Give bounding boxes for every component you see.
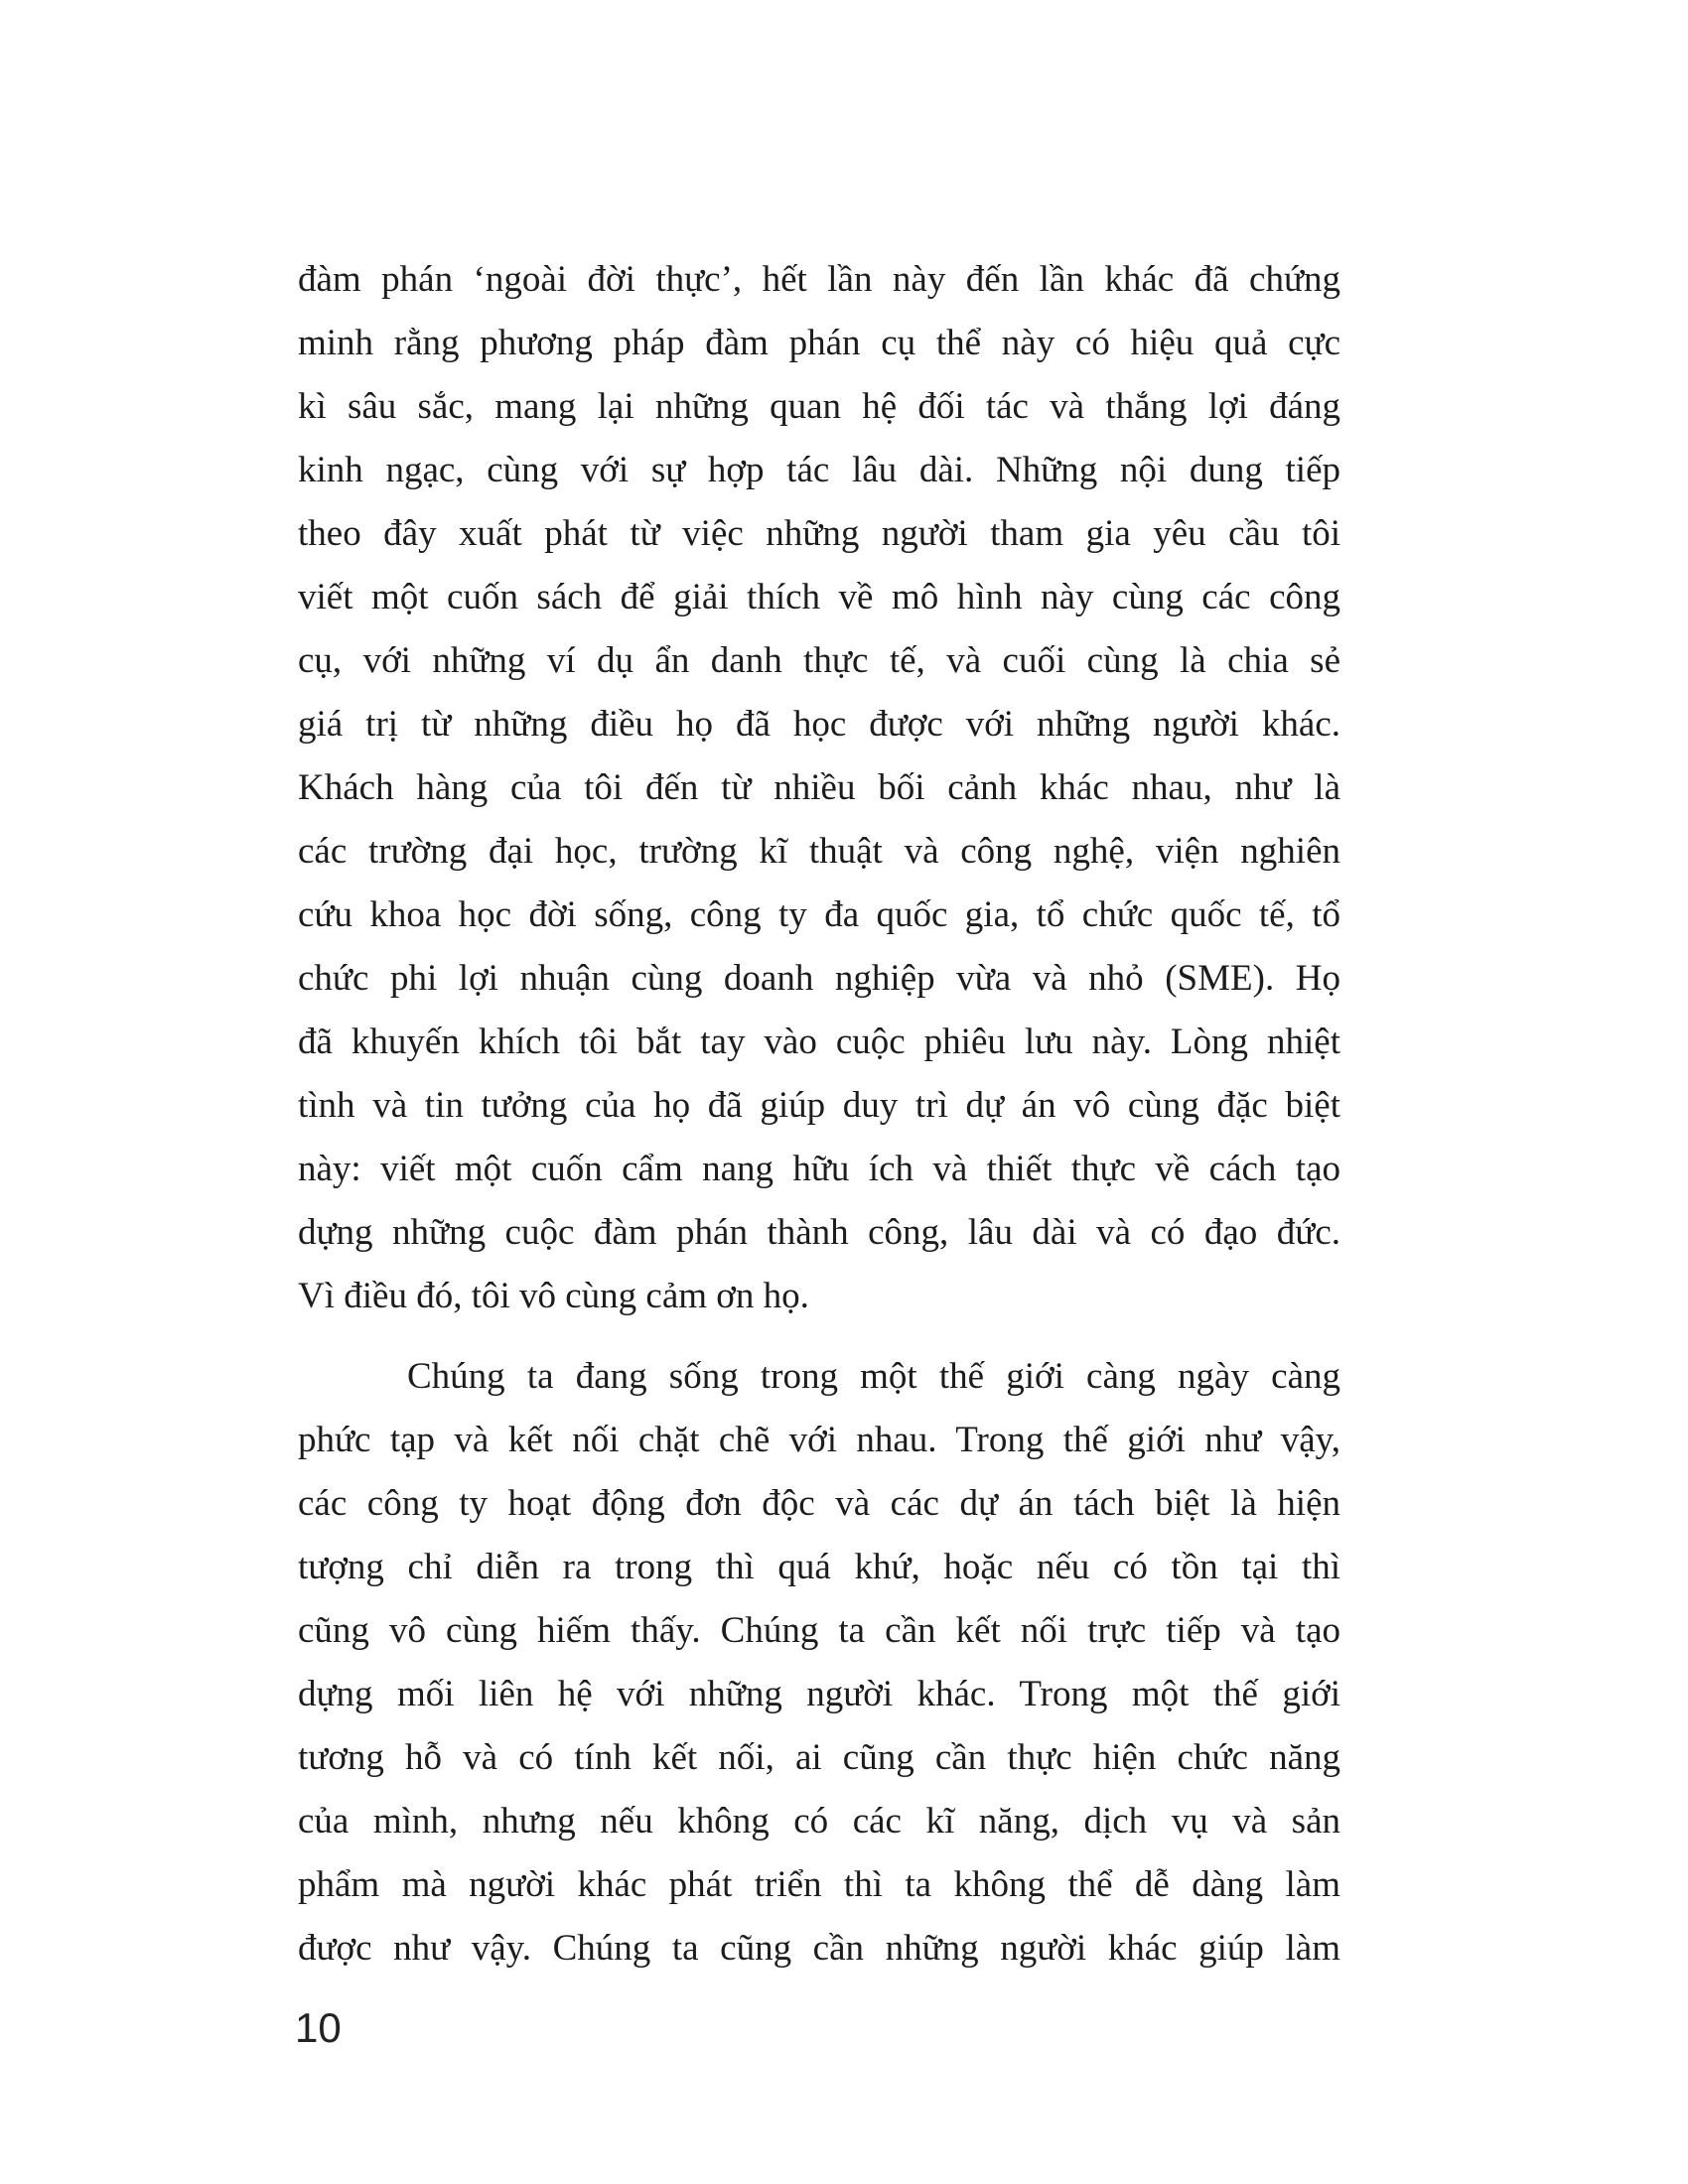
text-line: cũng vô cùng hiếm thấy. Chúng ta cần kết nối trực tiếp và tạo — [298, 1610, 1340, 1651]
text-line: Khách hàng của tôi đến từ nhiều bối cảnh khác nhau, như là — [298, 767, 1340, 808]
text-line: phẩm mà người khác phát triển thì ta không thể dễ dàng làm — [298, 1864, 1340, 1905]
text-line: tương hỗ và có tính kết nối, ai cũng cần thực hiện chức năng — [298, 1737, 1340, 1778]
text-line: đàm phán ‘ngoài đời thực’, hết lần này đến lần khác đã chứng — [298, 259, 1340, 300]
text-line: các trường đại học, trường kĩ thuật và công nghệ, viện nghiên — [298, 831, 1340, 872]
page-number: 10 — [295, 2004, 342, 2051]
text-line: giá trị từ những điều họ đã học được với những người khác. — [298, 704, 1340, 745]
text-line: này: viết một cuốn cẩm nang hữu ích và thiết thực về cách tạo — [298, 1149, 1340, 1189]
text-line: dựng những cuộc đàm phán thành công, lâu dài và có đạo đức. — [298, 1212, 1340, 1253]
text-line: tượng chỉ diễn ra trong thì quá khứ, hoặc nếu có tồn tại thì — [298, 1547, 1340, 1587]
text-line: minh rằng phương pháp đàm phán cụ thể này có hiệu quả cực — [298, 323, 1340, 363]
paragraph-2 — [298, 1345, 1340, 1980]
text-line: kinh ngạc, cùng với sự hợp tác lâu dài. Những nội dung tiếp — [298, 450, 1340, 490]
text-line: theo đây xuất phát từ việc những người tham gia yêu cầu tôi — [298, 513, 1340, 554]
text-line: được như vậy. Chúng ta cũng cần những người khác giúp làm — [298, 1928, 1340, 1969]
text-line: phức tạp và kết nối chặt chẽ với nhau. Trong thế giới như vậy, — [298, 1420, 1340, 1460]
text-line: các công ty hoạt động đơn độc và các dự án tách biệt là hiện — [298, 1483, 1340, 1524]
text-line: viết một cuốn sách để giải thích về mô hình này cùng các công — [298, 577, 1340, 617]
text-line: Vì điều đó, tôi vô cùng cảm ơn họ. — [298, 1276, 809, 1316]
text-line: cứu khoa học đời sống, công ty đa quốc gia, tổ chức quốc tế, tổ — [298, 894, 1340, 935]
text-line: Chúng ta đang sống trong một thế giới càng ngày càng — [407, 1356, 1340, 1397]
text-line: tình và tin tưởng của họ đã giúp duy trì dự án vô cùng đặc biệt — [298, 1085, 1340, 1126]
text-line: của mình, nhưng nếu không có các kĩ năng, dịch vụ và sản — [298, 1801, 1340, 1842]
text-line: cụ, với những ví dụ ẩn danh thực tế, và cuối cùng là chia sẻ — [298, 640, 1340, 681]
text-line: đã khuyến khích tôi bắt tay vào cuộc phiêu lưu này. Lòng nhiệt — [298, 1022, 1340, 1062]
text-block — [298, 248, 1340, 1980]
text-line: chức phi lợi nhuận cùng doanh nghiệp vừa và nhỏ (SME). Họ — [298, 958, 1340, 999]
text-line: dựng mối liên hệ với những người khác. Trong một thế giới — [298, 1674, 1340, 1714]
paragraph-1 — [298, 248, 1340, 1328]
text-line: kì sâu sắc, mang lại những quan hệ đối tác và thắng lợi đáng — [298, 386, 1340, 427]
